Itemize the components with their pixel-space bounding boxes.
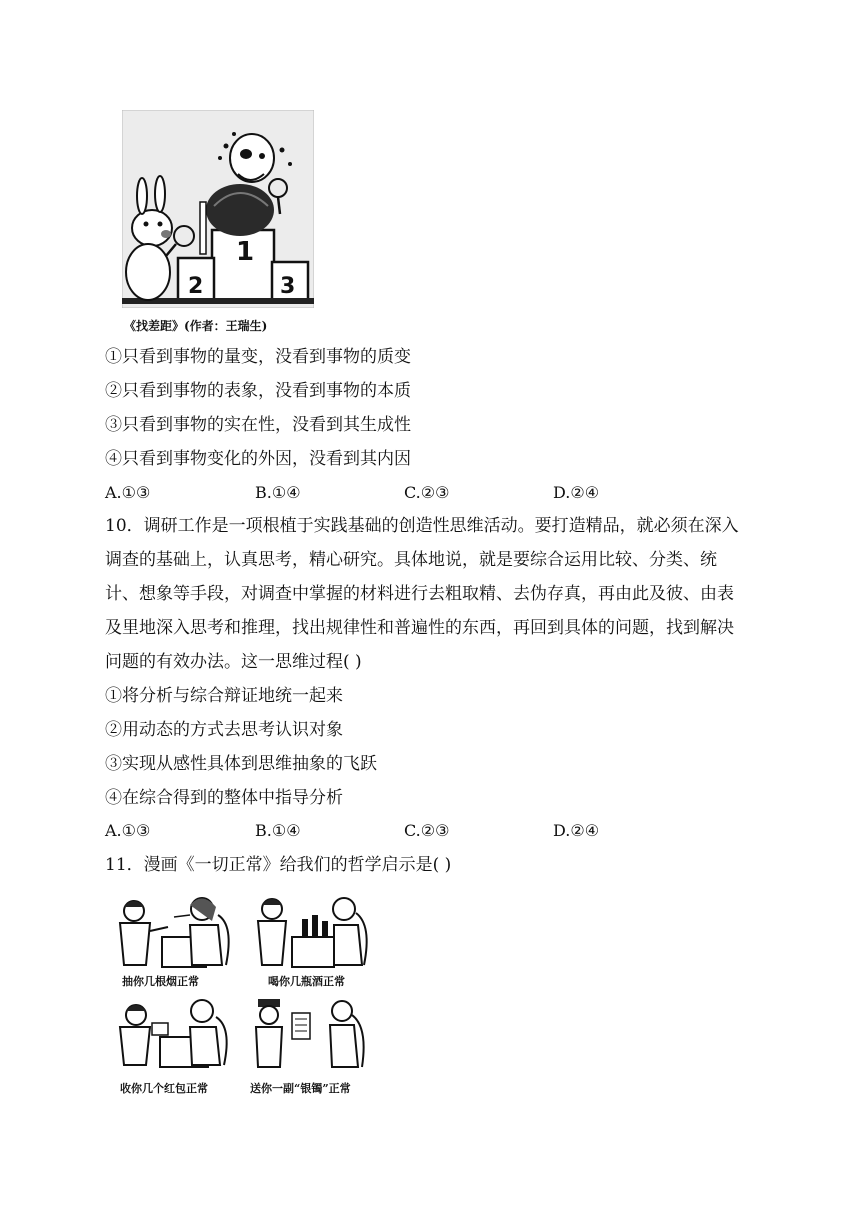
panel-3-drawing [120, 1000, 227, 1067]
q10-stem-line-2: 调查的基础上，认真思考，精心研究。具体地说，就是要综合运用比较、分类、统 [105, 550, 717, 570]
q10-stem-line-4: 及里地深入思考和推理，找出规律性和普遍性的东西，再回到具体的问题，找到解决 [105, 618, 734, 638]
podium-third: 3 [280, 274, 296, 299]
cartoon-all-normal-drawing [106, 885, 374, 1097]
panel-1-caption: 抽你几根烟正常 [122, 975, 199, 988]
q10-statement-4: ④在综合得到的整体中指导分析 [105, 788, 343, 808]
q10-stem-line-1: 10．调研工作是一项根植于实践基础的创造性思维活动。要打造精品，就必须在深入 [105, 516, 739, 536]
q9-option-b: B.①④ [255, 483, 301, 502]
q10-statement-2: ②用动态的方式去思考认识对象 [105, 720, 343, 740]
panel-3-caption: 收你几个红包正常 [120, 1082, 208, 1095]
q10-option-a: A.①③ [105, 821, 151, 840]
q9-statement-2: ②只看到事物的表象，没看到事物的本质 [105, 381, 411, 401]
q9-statement-4: ④只看到事物变化的外因，没看到其内因 [105, 449, 411, 469]
q10-option-b: B.①④ [255, 821, 301, 840]
panel-2-caption: 喝你几瓶酒正常 [268, 975, 345, 988]
panel-1-drawing [120, 898, 229, 967]
q9-statement-3: ③只看到事物的实在性，没看到其生成性 [105, 415, 411, 435]
q10-statement-3: ③实现从感性具体到思维抽象的飞跃 [105, 754, 377, 774]
q10-stem-line-5: 问题的有效办法。这一思维过程( ) [105, 652, 362, 672]
podium-first: 1 [236, 237, 255, 267]
q10-option-c: C.②③ [404, 821, 450, 840]
q10-option-d: D.②④ [553, 821, 600, 840]
panel-4-drawing [256, 999, 364, 1067]
q10-statement-1: ①将分析与综合辩证地统一起来 [105, 686, 343, 706]
cartoon-find-gap-drawing [122, 110, 314, 308]
q9-statement-1: ①只看到事物的量变，没看到事物的质变 [105, 347, 411, 367]
q10-stem-line-3: 计、想象等手段，对调查中掌握的材料进行去粗取精、去伪存真，再由此及彼、由表 [105, 584, 734, 604]
podium-second: 2 [188, 274, 204, 299]
cartoon-find-gap [122, 110, 314, 308]
panel-4-caption: 送你一副“银镯”正常 [250, 1082, 351, 1095]
q9-option-d: D.②④ [553, 483, 600, 502]
cartoon-all-normal [106, 885, 374, 1097]
panel-2-drawing [258, 898, 367, 967]
q9-option-a: A.①③ [105, 483, 151, 502]
cartoon-find-gap-caption: 《找差距》(作者：王瑞生) [124, 319, 268, 333]
q11-stem: 11．漫画《一切正常》给我们的哲学启示是( ) [105, 855, 452, 875]
q9-option-c: C.②③ [404, 483, 450, 502]
